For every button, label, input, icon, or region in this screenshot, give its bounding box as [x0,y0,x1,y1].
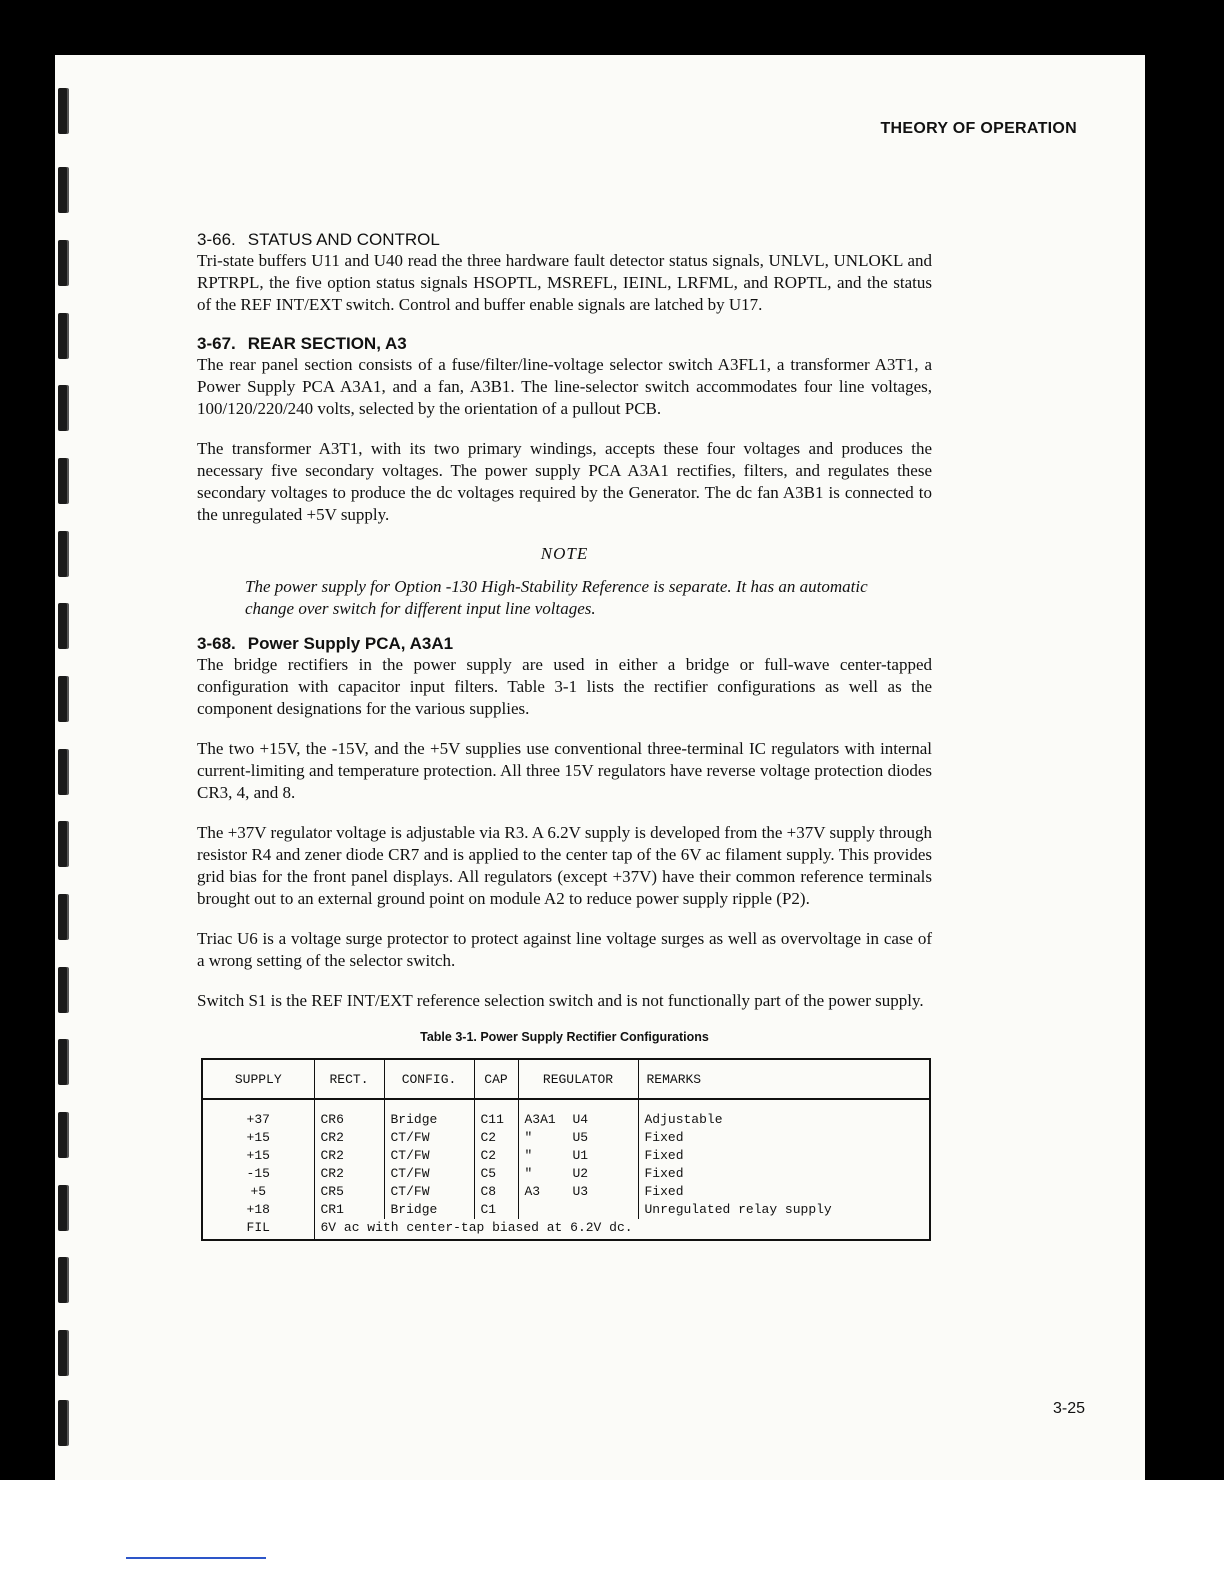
binding-ring [58,531,67,577]
paragraph: The +37V regulator voltage is adjustable via R3. A 6.2V supply is developed from the +37V supply through resistor R4 and zener diode CR7 and is applied to the center tap of the 6V ac filament supply. This provides grid bias for the front panel displays. All regulators (except +37V) have their common reference terminals brought out to an external ground point on module A2 to reduce power supply ripple (P2). [197,823,932,908]
regulator-module: A3A1 [524,1112,556,1127]
cell-regulator [518,1183,638,1201]
paragraph: Tri-state buffers U11 and U40 read the three hardware fault detector status signals, UNLVL, UNLOKL and RPTRPL, the five option status signals HSOPTL, MSREFL, IEINL, LRFML, and ROPTL, and the status of the REF INT/EXT switch. Control and buffer enable signals are latched by U17. [197,251,932,314]
cell-config: CT/FW [384,1129,474,1147]
binding-ring [58,967,67,1013]
cell-cap: C2 [474,1129,518,1147]
cell-supply: +37 [246,1112,270,1127]
binding-ring [58,1400,67,1446]
column-header: SUPPLY [202,1059,314,1099]
binding-ring [58,1185,67,1231]
table-row-fil [202,1219,930,1240]
section-title: REAR SECTION, A3 [247,334,407,353]
note-text: The power supply for Option -130 High-Stability Reference is separate. It has an automatic change over switch for different input line voltages. [245,577,868,618]
section-title: Power Supply PCA, A3A1 [247,634,454,653]
cell-remarks: Fixed [638,1165,930,1183]
binding-ring [58,1257,67,1303]
cell-remarks: Fixed [638,1183,930,1201]
cell-rect: CR1 [314,1201,384,1219]
cell-remarks: Unregulated relay supply [638,1201,930,1219]
table-row [202,1099,930,1129]
cell-config: CT/FW [384,1183,474,1201]
cell-remarks: Fixed [638,1129,930,1147]
cell-supply: +5 [250,1184,267,1199]
regulator-module: " [524,1148,533,1163]
cell-cap: C5 [474,1165,518,1183]
binding-ring [58,313,67,359]
binding-ring [58,1112,67,1158]
table-row [202,1165,930,1183]
binding-holes [55,55,95,1480]
scan-bottom-margin [0,1480,1224,1584]
binding-ring [58,1039,67,1085]
paragraph: Switch S1 is the REF INT/EXT reference selection switch and is not functionally part of the power supply. [197,991,924,1010]
section-number: 3-68. [197,634,236,653]
paragraph: The transformer A3T1, with its two primary windings, accepts these four voltages and produces the necessary five secondary voltages. The power supply PCA A3A1 rectifies, filters, and regulates these secondary voltages to produce the dc voltages required by the Generator. The dc fan A3B1 is connected to the unregulated +5V supply. [197,439,932,524]
page-number: 3-25 [1052,1400,1085,1417]
document-page [55,55,1145,1480]
section-title: STATUS AND CONTROL [247,230,440,249]
binding-ring [58,1330,67,1376]
binding-ring [58,167,67,213]
cell-rect: CR2 [314,1147,384,1165]
cell-config: CT/FW [384,1147,474,1165]
cell-fil-description: 6V ac with center-tap biased at 6.2V dc. [314,1219,930,1240]
table-caption: Table 3-1. Power Supply Rectifier Configurations [420,1030,709,1044]
cell-cap: C8 [474,1183,518,1201]
paragraph: The bridge rectifiers in the power supply are used in either a bridge or full-wave center-tapped configuration with capacitor input filters. Table 3-1 lists the rectifier configurations as well as the component designations for the various supplies. [197,655,932,718]
cell-remarks: Fixed [638,1147,930,1165]
binding-ring [58,894,67,940]
section-heading-3-68 [197,634,932,654]
column-header: CONFIG. [384,1059,474,1099]
binding-ring [58,458,67,504]
binding-ring [58,88,67,134]
page-header-title: THEORY OF OPERATION [880,120,1077,137]
table-row [202,1129,930,1147]
column-header: RECT. [314,1059,384,1099]
cell-remarks: Adjustable [638,1099,930,1129]
rectifier-configurations-table [201,1058,931,1241]
binding-ring [58,676,67,722]
scan-artifact-line [126,1557,266,1559]
paragraph: The rear panel section consists of a fuse/filter/line-voltage selector switch A3FL1, a transformer A3T1, a Power Supply PCA A3A1, and a fan, A3B1. The line-selector switch accommodates four line voltages, 100/120/220/240 volts, selected by the orientation of a pullout PCB. [197,355,932,418]
cell-supply: FIL [246,1220,270,1235]
cell-rect: CR5 [314,1183,384,1201]
section-heading-3-67 [197,334,932,354]
table-row [202,1147,930,1165]
binding-ring [58,240,67,286]
regulator-module: A3 [524,1184,541,1199]
regulator-part: U4 [572,1112,589,1127]
section-number: 3-67. [197,334,236,353]
regulator-part: U1 [572,1148,589,1163]
cell-supply: +18 [246,1202,270,1217]
page-content [197,230,932,1241]
cell-regulator [518,1201,638,1219]
binding-ring [58,385,67,431]
section-heading-3-66 [197,230,932,250]
regulator-part: U5 [572,1130,589,1145]
table-row [202,1183,930,1201]
column-header: REGULATOR [518,1059,638,1099]
binding-ring [58,603,67,649]
paragraph: Triac U6 is a voltage surge protector to protect against line voltage surges as well as overvoltage in case of a wrong setting of the selector switch. [197,929,932,970]
table-row [202,1201,930,1219]
cell-regulator [518,1147,638,1165]
cell-rect: CR2 [314,1129,384,1147]
regulator-part: U2 [572,1166,589,1181]
cell-supply: +15 [246,1130,270,1145]
cell-config: CT/FW [384,1165,474,1183]
paragraph: The two +15V, the -15V, and the +5V supplies use conventional three-terminal IC regulators with internal current-limiting and temperature protection. All three 15V regulators have reverse voltage protection diodes CR3, 4, and 8. [197,739,932,802]
cell-supply: -15 [246,1166,270,1181]
cell-supply: +15 [246,1148,270,1163]
cell-regulator [518,1099,638,1129]
regulator-module: " [524,1130,533,1145]
regulator-part: U3 [572,1184,589,1199]
cell-config: Bridge [384,1201,474,1219]
column-header: REMARKS [638,1059,930,1099]
binding-ring [58,749,67,795]
cell-rect: CR6 [314,1099,384,1129]
cell-rect: CR2 [314,1165,384,1183]
table-header-row [202,1059,930,1099]
binding-ring [58,821,67,867]
cell-cap: C1 [474,1201,518,1219]
section-number: 3-66. [197,230,236,249]
note-title: NOTE [540,544,589,563]
cell-regulator [518,1129,638,1147]
cell-cap: C2 [474,1147,518,1165]
cell-regulator [518,1165,638,1183]
regulator-module: " [524,1166,533,1181]
cell-config: Bridge [384,1099,474,1129]
cell-cap: C11 [474,1099,518,1129]
column-header: CAP [474,1059,518,1099]
